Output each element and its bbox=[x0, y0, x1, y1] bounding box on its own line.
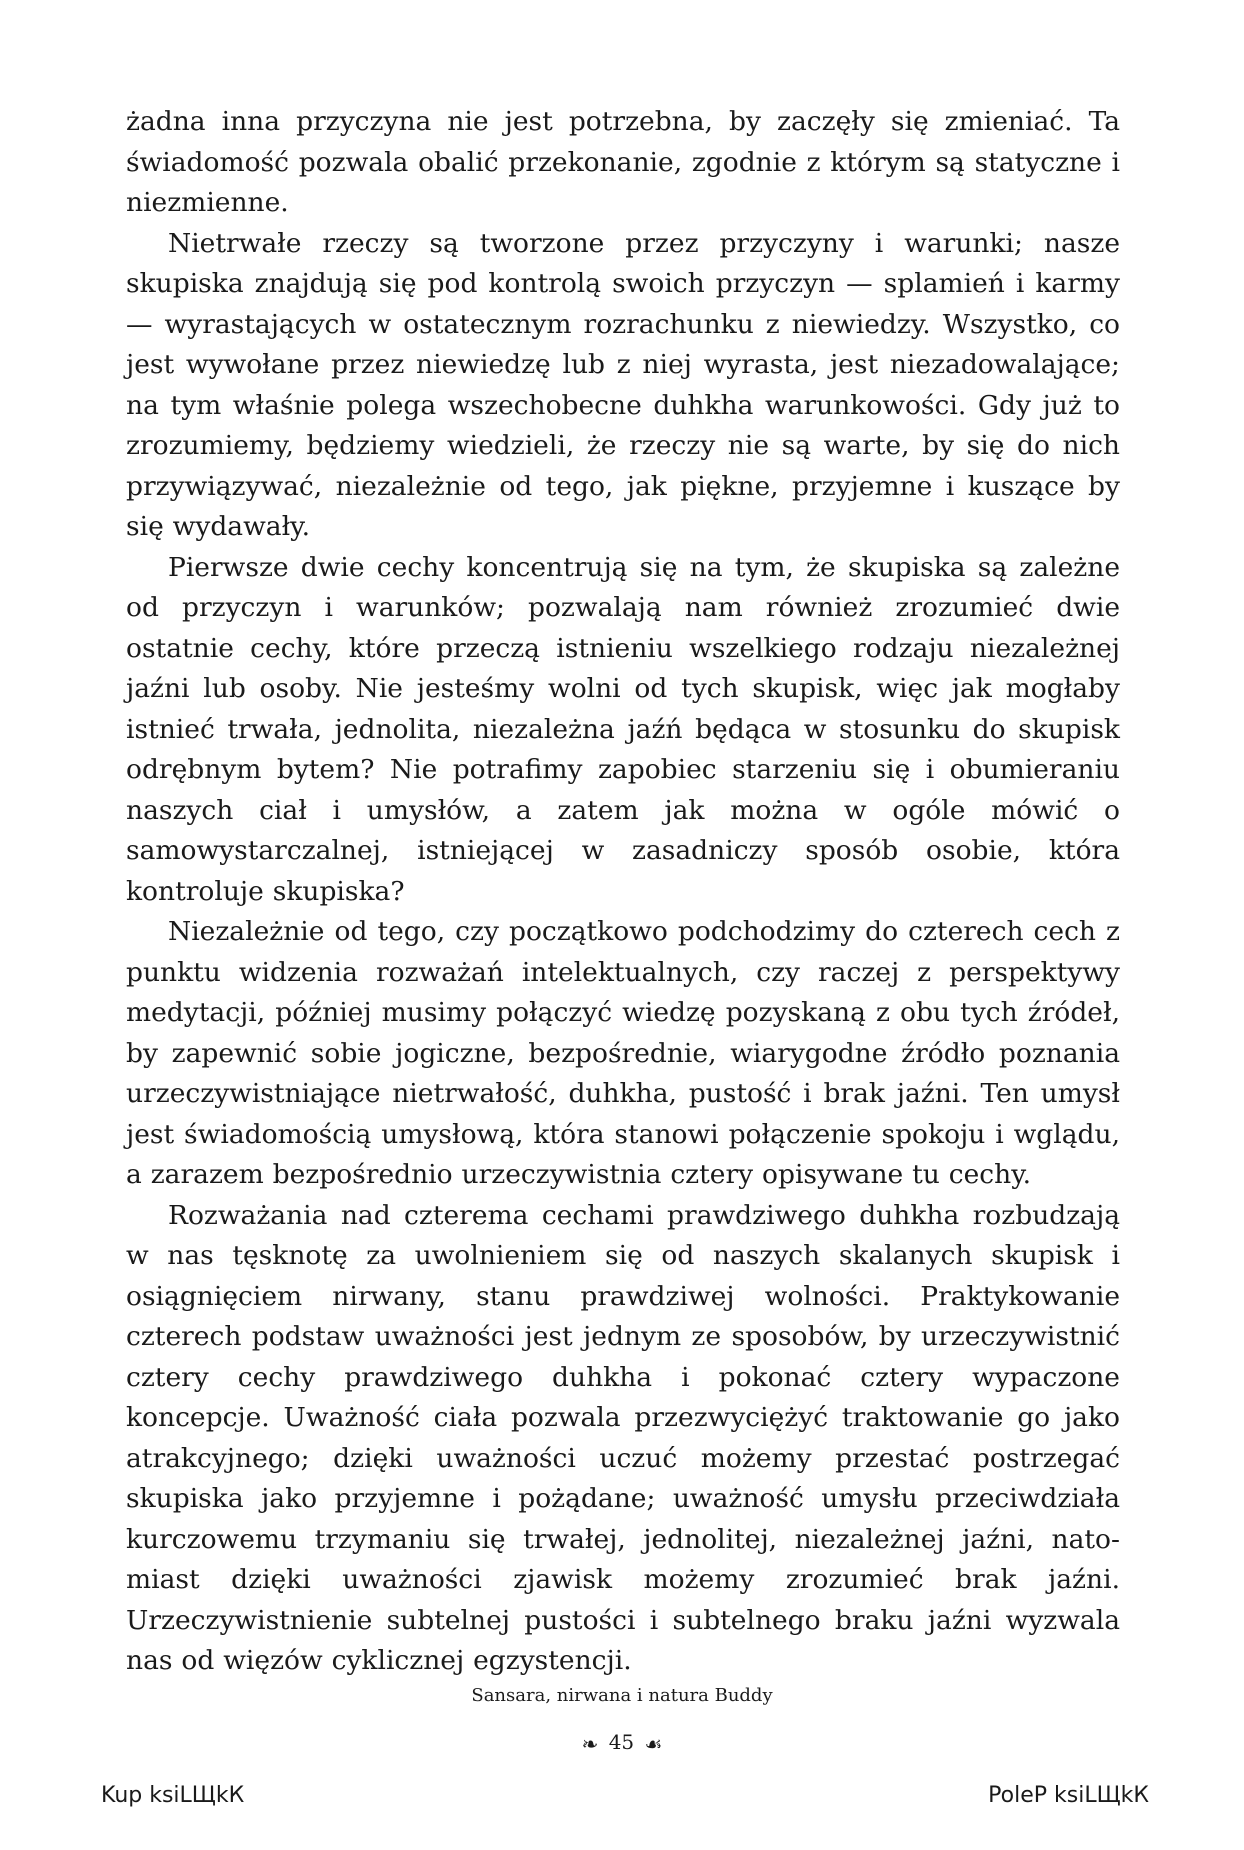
page-number: 45 bbox=[608, 1730, 635, 1754]
running-title: Sansara, nirwana i natura Buddy bbox=[471, 1685, 773, 1706]
page-body bbox=[126, 102, 1120, 1682]
paragraph: Pierwsze dwie cechy koncentrują się na tym, że skupiska są zależne od przyczyn i warunków; pozwalają nam również zrozumieć dwie ostatnie cechy, które przeczą istnieniu wszelkiego rodzaju niezależnej jaźni lub osoby. Nie jesteśmy wolni od tych skupisk, więc jak mogłaby istnieć trwała, jednolita, niezależna jaźń będąca w stosunku do skupisk odrębnym bytem? Nie potrafimy zapobiec starzeniu się i obumieraniu naszych ciał i umysłów, a zatem jak można w ogóle mówić o samowystarczalnej, istniejącej w zasadniczy sposób osobie, która kontroluje skupiska? bbox=[126, 551, 1120, 907]
recommend-book-link[interactable]: PoleР ksiLЩkК bbox=[988, 1783, 1149, 1808]
paragraph: Niezależnie od tego, czy początkowo podchodzimy do czterech cech z punktu widzenia rozważań intelektualnych, czy raczej z perspektywy medytacji, później musimy połączyć wiedzę pozyskaną z obu tych źródeł, by zapewnić sobie jogiczne, bezpośrednie, wiarygodne źródło poznania urzeczywistniające nietrwałość, duhkha, pustość i brak jaźni. Ten umysł jest świadomością umysłową, która stanowi połączenie spokoju i wglądu, a zarazem bezpośrednio urzeczywistnia cztery opisywane tu cechy. bbox=[126, 916, 1120, 1190]
paragraph: Rozważania nad czterema cechami prawdziwego duhkha rozbudzają w nas tęsknotę za uwolnieniem się od naszych skalanych skupisk i osiągnięciem nirwany, stanu prawdziwej wolności. Praktykowanie czterech podstaw uważności jest jednym ze sposobów, by urzeczywistnić cztery cechy prawdziwego duhkha i pokonać cztery wypaczone koncepcje. Uważność ciała pozwala przezwyciężyć traktowanie go jako atrakcyjnego; dzięki uważności uczuć możemy przestać postrzegać skupiska jako przyjemne i pożądane; uważność umysłu przeciwdziała kurczowemu trzymaniu się trwałej, jednolitej, niezależnej jaźni, natomiast dzięki uważności zjawisk możemy zrozumieć brak jaźni. Urzeczywistnienie subtelnej pustości i subtelnego braku jaźni wyzwala nas od więzów cyklicznej egzystencji. bbox=[126, 1199, 1120, 1676]
page-number-row bbox=[0, 1730, 1244, 1756]
fleuron-left-icon: ❧ bbox=[581, 1731, 599, 1756]
fleuron-right-icon: ☙ bbox=[644, 1731, 663, 1756]
paragraph-continued: żadna inna przyczyna nie jest potrzebna, by zaczęły się zmieniać. Ta świadomość pozwala obalić przekonanie, zgodnie z którym są statyczne i niezmienne. bbox=[126, 106, 1120, 218]
paragraph: Nietrwałe rzeczy są tworzone przez przyczyny i warunki; nasze skupiska znajdują się pod kontrolą swoich przyczyn — splamień i karmy — wyrastających w ostatecznym rozrachunku z niewiedzy. Wszystko, co jest wywołane przez niewiedzę lub z niej wyrasta, jest niezadowalające; na tym właśnie polega wszechobecne duhkha warunkowości. Gdy już to zrozumiemy, będziemy wiedzieli, że rzeczy nie są warte, by się do nich przywiązywać, niezależnie od tego, jak piękne, przyjemne i kuszące by się wydawały. bbox=[126, 227, 1120, 542]
buy-book-link[interactable]: Kup ksiLЩkК bbox=[101, 1783, 245, 1808]
